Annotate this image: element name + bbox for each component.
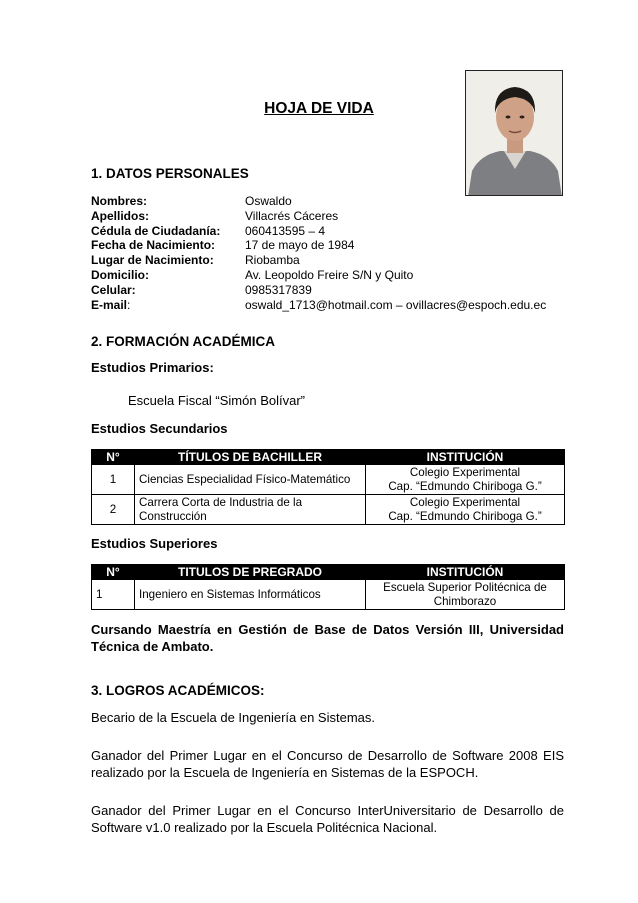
row-cedula: Cédula de Ciudadanía: 060413595 – 4 xyxy=(91,223,326,238)
section-heading-datos: 1. DATOS PERSONALES xyxy=(91,166,249,181)
row-fecha-nacimiento: Fecha de Nacimiento: 17 de mayo de 1984 xyxy=(91,238,355,253)
row-apellidos: Apellidos: Villacrés Cáceres xyxy=(91,208,339,223)
primarios-label: Estudios Primarios: xyxy=(91,360,214,375)
section-heading-logros: 3. LOGROS ACADÉMICOS: xyxy=(91,683,265,698)
row-email: E-mail: oswald_1713@hotmail.com – ovillacres@espoch.edu.ec xyxy=(91,297,547,312)
superiores-label: Estudios Superiores xyxy=(91,536,218,551)
table-row: 2 Carrera Corta de Industria de la Construcción Colegio Experimental Cap. “Edmundo Chiriboga G.” xyxy=(92,495,565,525)
maestria-text: Cursando Maestría en Gestión de Base de Datos Versión III, Universidad Técnica de Ambato. xyxy=(91,622,564,654)
logro-item: Ganador del Primer Lugar en el Concurso de Desarrollo de Software 2008 EIS realizado por la Escuela de Ingeniería en Sistemas de la ESPOCH. xyxy=(91,748,564,780)
row-lugar-nacimiento: Lugar de Nacimiento: Riobamba xyxy=(91,253,300,268)
row-domicilio: Domicilio: Av. Leopoldo Freire S/N y Quito xyxy=(91,267,414,282)
section-heading-formacion: 2. FORMACIÓN ACADÉMICA xyxy=(91,334,275,349)
row-celular: Celular: 0985317839 xyxy=(91,282,312,297)
table-row: 1 Ingeniero en Sistemas Informáticos Escuela Superior Politécnica de Chimborazo xyxy=(92,580,565,610)
secundarios-table xyxy=(91,449,565,525)
superiores-table xyxy=(91,564,565,610)
person-photo-icon xyxy=(465,70,563,196)
table-row: 1 Ciencias Especialidad Físico-Matemático Colegio Experimental Cap. “Edmundo Chiriboga G.” xyxy=(92,465,565,495)
table-header-row: N° TÍTULOS DE BACHILLER INSTITUCIÓN xyxy=(92,450,565,465)
logro-item: Ganador del Primer Lugar en el Concurso InterUniversitario de Desarrollo de Software v1.0 realizado por la Escuela Politécnica Nacional. xyxy=(91,803,564,835)
table-header-row: N° TITULOS DE PREGRADO INSTITUCIÓN xyxy=(92,565,565,580)
secundarios-label: Estudios Secundarios xyxy=(91,421,228,436)
primarios-value: Escuela Fiscal “Simón Bolívar” xyxy=(128,393,305,408)
row-nombres: Nombres: Oswaldo xyxy=(91,194,292,208)
personal-data xyxy=(91,194,546,312)
logro-item: Becario de la Escuela de Ingeniería en Sistemas. xyxy=(91,710,376,725)
portrait-image xyxy=(466,71,563,196)
page-title: HOJA DE VIDA xyxy=(264,100,374,117)
